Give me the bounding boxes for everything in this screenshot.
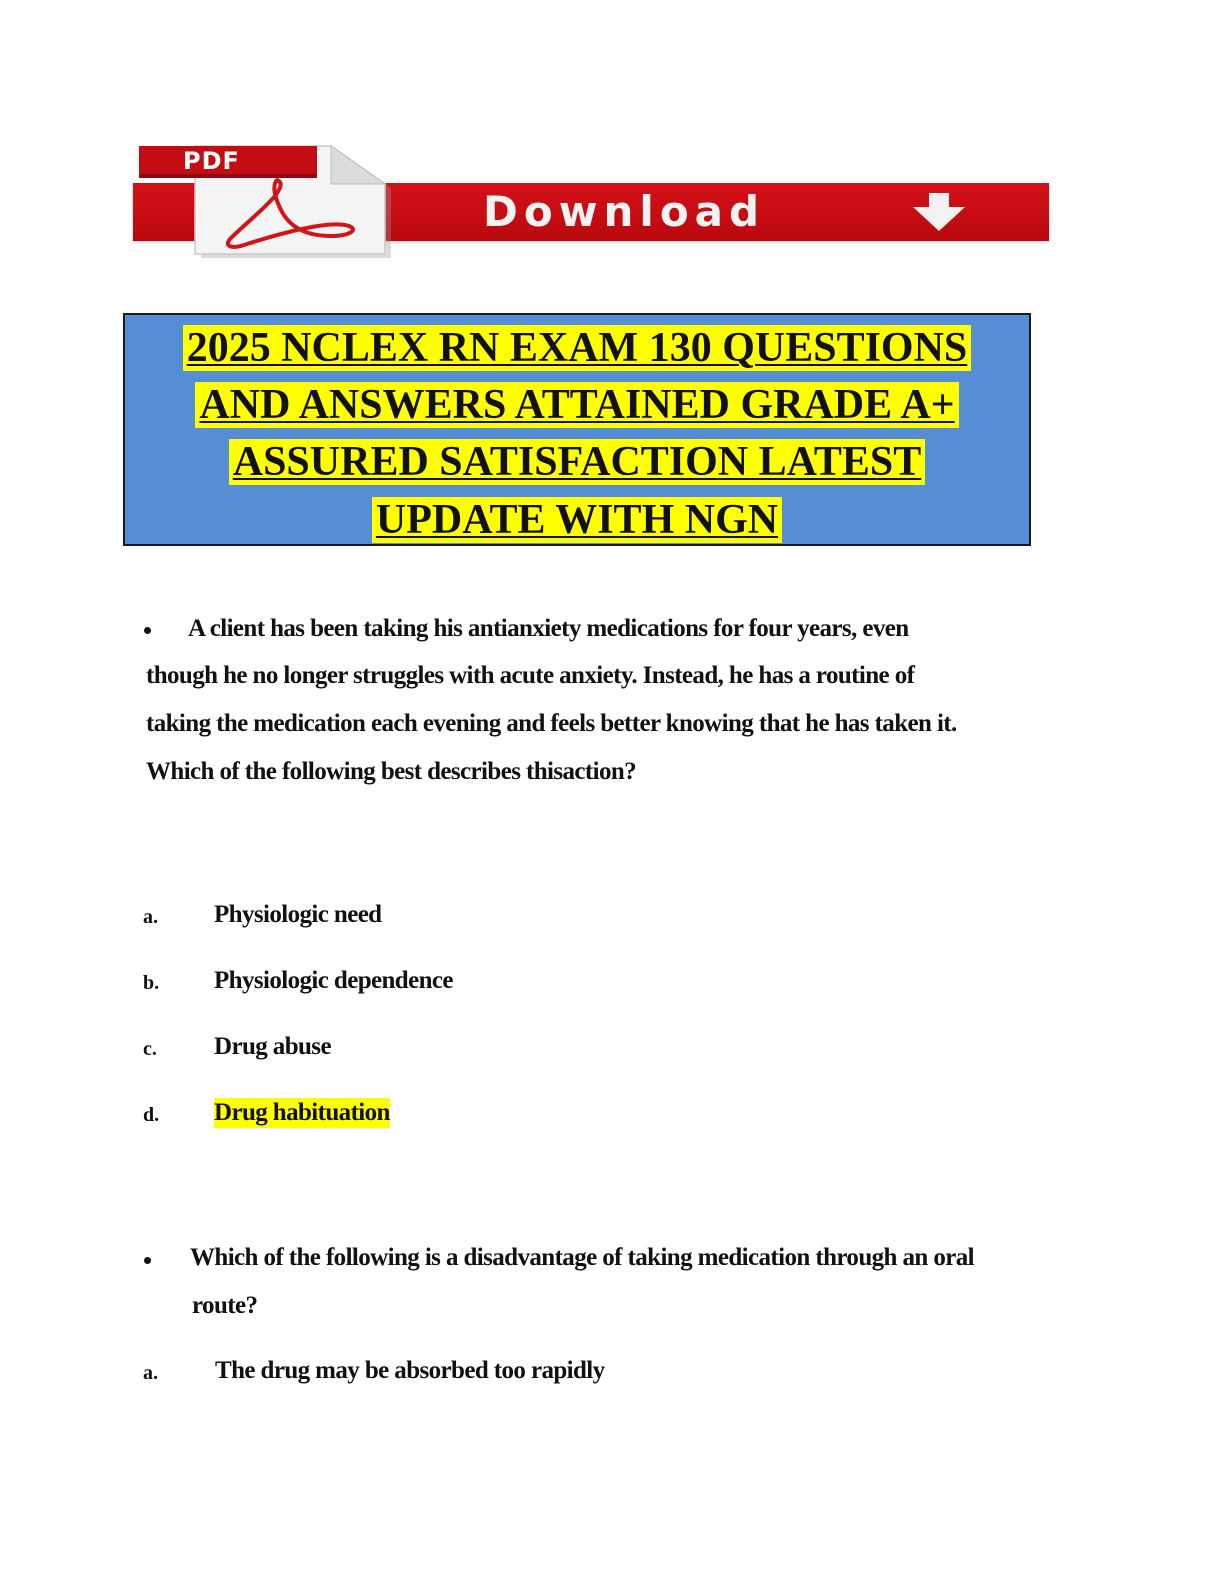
title-line-3: [125, 439, 1029, 485]
title-line-1-text: 2025 NCLEX RN EXAM 130 QUESTIONS: [183, 325, 972, 371]
pdf-document-icon: [135, 140, 395, 258]
title-line-4: [125, 497, 1029, 543]
download-arrow-icon[interactable]: [905, 193, 973, 233]
question-1-line-2: though he no longer struggles with acute anxiety. Instead, he has a routine of: [146, 662, 915, 689]
question-1-line-1: A client has been taking his antianxiety medications for four years, even: [188, 615, 909, 642]
title-line-1: [125, 325, 1029, 371]
option-letter: a.: [143, 906, 158, 928]
download-label[interactable]: Download: [483, 187, 766, 236]
title-box: [123, 313, 1031, 546]
option-letter: c.: [143, 1038, 157, 1060]
title-line-4-text: UPDATE WITH NGN: [372, 497, 782, 543]
option-text-correct-answer: Drug habituation: [214, 1099, 390, 1126]
option-text: The drug may be absorbed too rapidly: [215, 1357, 605, 1384]
bullet-icon: [144, 627, 151, 634]
title-line-2-text: AND ANSWERS ATTAINED GRADE A+: [195, 382, 958, 428]
question-1-line-4: Which of the following best describes thisaction?: [146, 758, 637, 785]
option-text: Physiologic need: [214, 901, 382, 928]
pdf-download-banner[interactable]: [133, 140, 1051, 258]
question-2-line-2: route?: [192, 1292, 258, 1319]
option-letter: b.: [143, 972, 160, 994]
option-letter: d.: [143, 1104, 160, 1126]
option-letter: a.: [143, 1362, 158, 1384]
bullet-icon: [144, 1257, 151, 1264]
title-line-3-text: ASSURED SATISFACTION LATEST: [229, 439, 926, 485]
question-1-line-3: taking the medication each evening and feels better knowing that he has taken it.: [146, 710, 957, 737]
title-line-2: [125, 382, 1029, 428]
option-text: Physiologic dependence: [214, 967, 453, 994]
option-text: Drug abuse: [214, 1033, 331, 1060]
question-2-line-1: Which of the following is a disadvantage of taking medication through an oral: [190, 1244, 974, 1271]
pdf-label: PDF: [183, 147, 240, 175]
